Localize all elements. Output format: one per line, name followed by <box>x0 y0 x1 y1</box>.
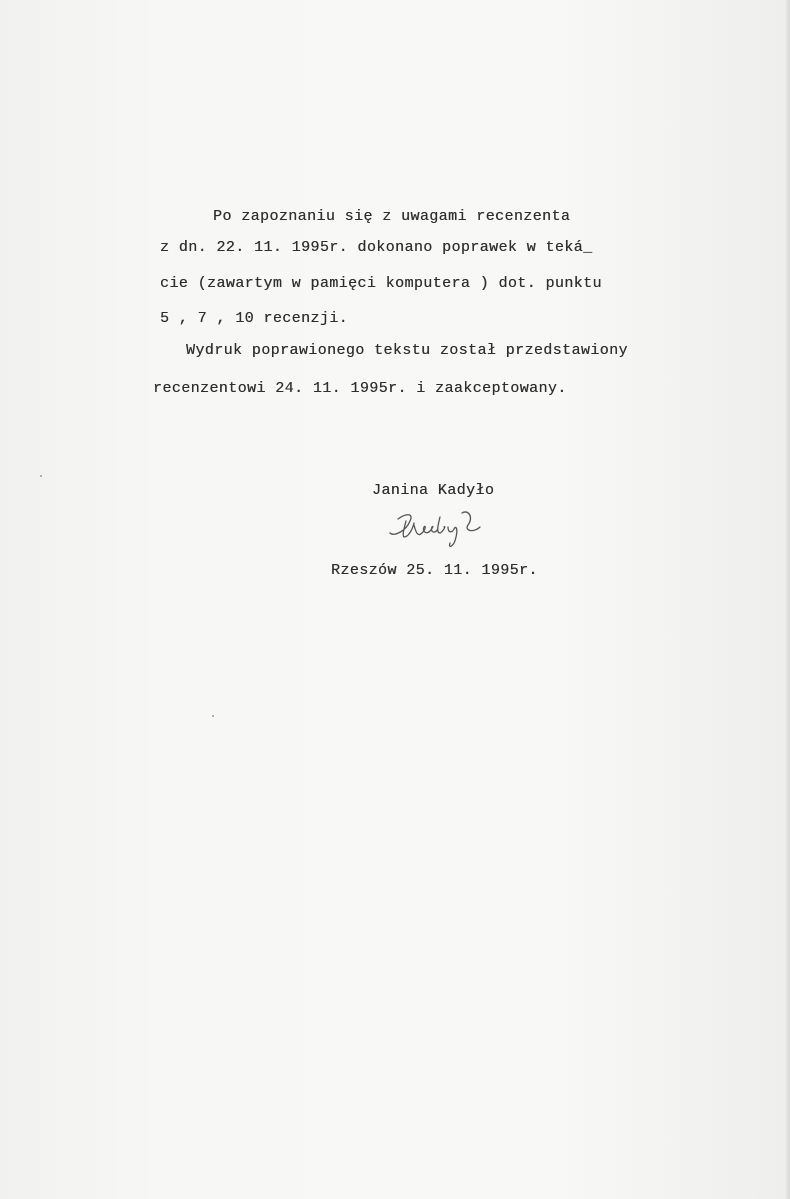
text-line-3: cie (zawartym w pamięci komputera ) dot. punktu <box>160 275 602 292</box>
paper-speck <box>40 475 42 477</box>
paper-speck <box>212 715 214 717</box>
paper-edge <box>786 0 790 1199</box>
text-line-5: Wydruk poprawionego tekstu został przedstawiony <box>186 342 628 359</box>
handwritten-signature <box>384 503 494 559</box>
place-and-date: Rzeszów 25. 11. 1995r. <box>331 562 538 579</box>
text-line-4: 5 , 7 , 10 recenzji. <box>160 310 349 327</box>
author-name: Janina Kadyło <box>372 482 495 499</box>
text-line-1: Po zapoznaniu się z uwagami recenzenta <box>213 208 571 225</box>
text-line-6: recenzentowi 24. 11. 1995r. i zaakceptowany. <box>153 380 567 397</box>
text-line-2: z dn. 22. 11. 1995r. dokonano poprawek w teká_ <box>160 239 593 256</box>
